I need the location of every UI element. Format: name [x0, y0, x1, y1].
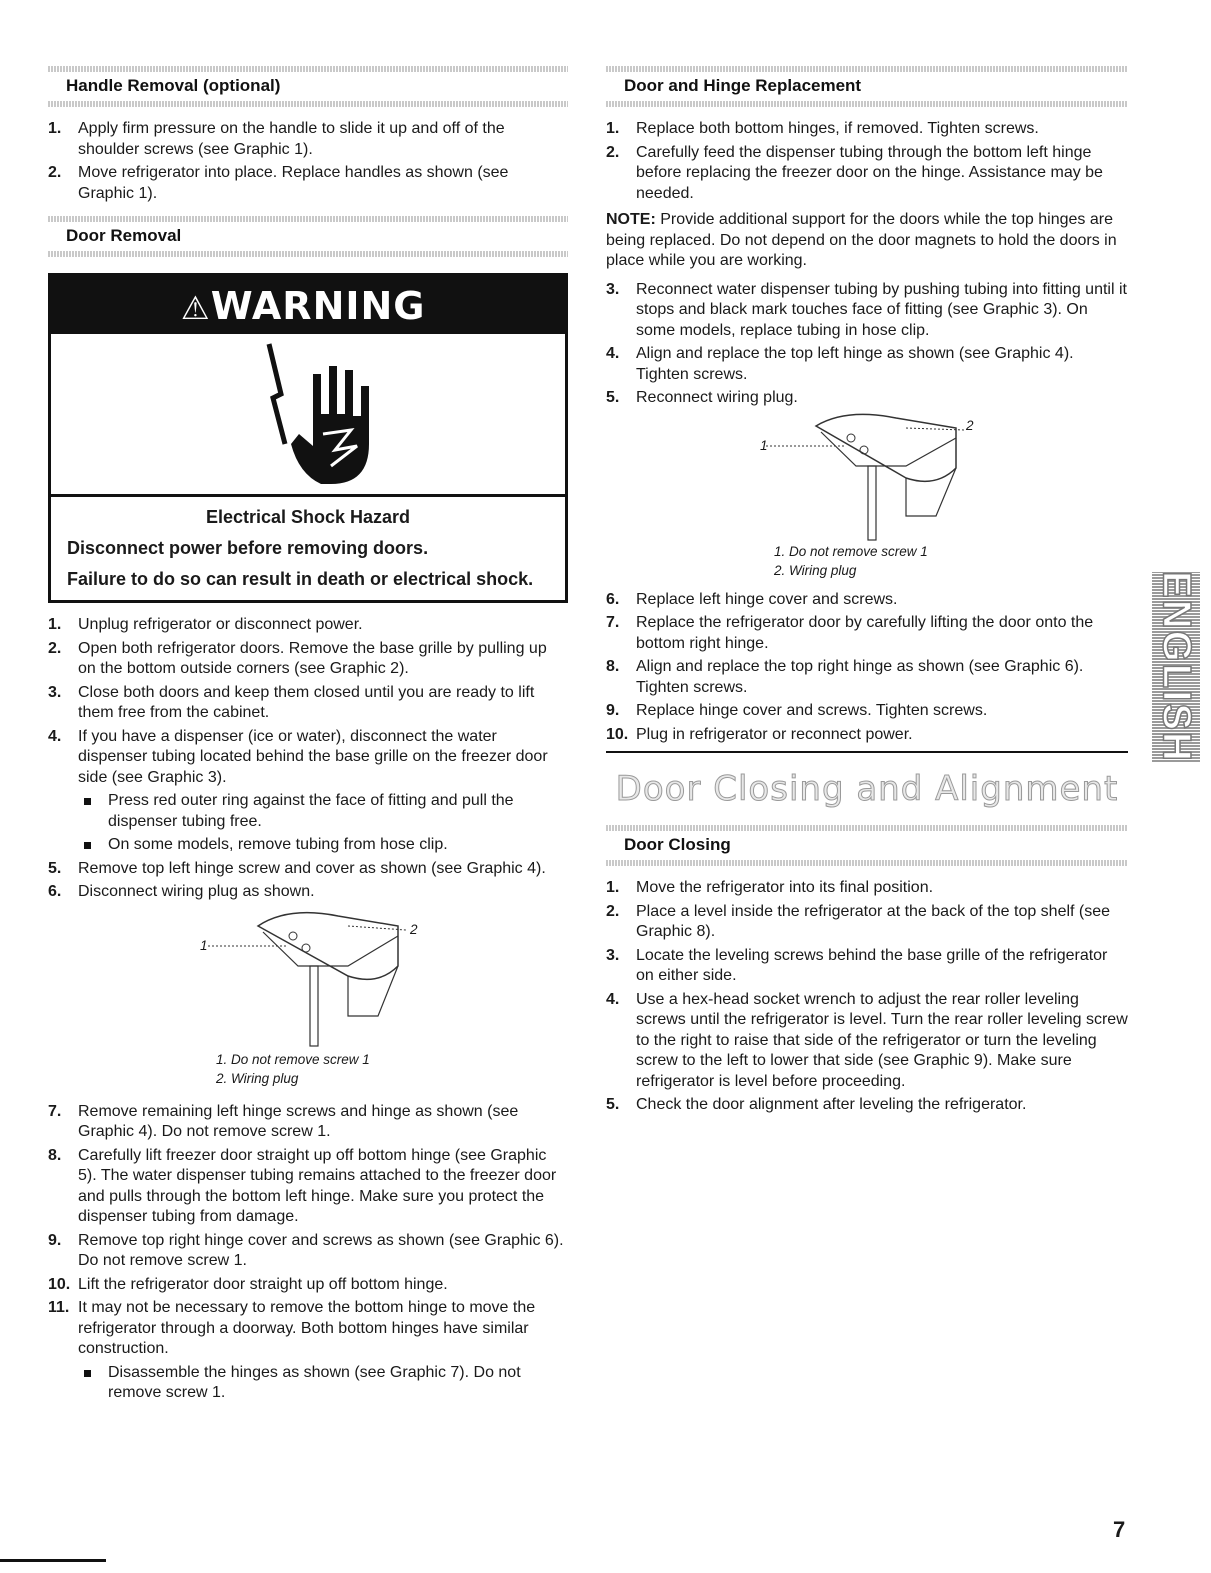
list-item: 1. Replace both bottom hinges, if removed. Tighten screws. [606, 120, 1039, 137]
list-item: 6. Disconnect wiring plug as shown. [48, 883, 315, 900]
list-item: 5. Reconnect wiring plug. [606, 389, 798, 406]
callout-1: 1 [200, 937, 208, 953]
list-item: 1. Unplug refrigerator or disconnect power. [48, 616, 363, 633]
footer-rule [0, 1559, 106, 1562]
list-item: 2. Open both refrigerator doors. Remove the base grille by pulling up on the bottom outside corners (see Graphic 2). [48, 639, 547, 677]
door-closing-title: Door Closing [624, 835, 731, 854]
section-rule [48, 251, 568, 257]
list-item: 3. Close both doors and keep them closed until you are ready to lift them free from the cabinet. [48, 683, 535, 721]
hinge-graphic [606, 412, 1128, 542]
section-rule [606, 101, 1128, 107]
hazard-title: Electrical Shock Hazard [205, 507, 411, 527]
list-item: 7. Replace the refrigerator door by carefully lifting the door onto the bottom right hinge. [606, 614, 1094, 652]
note-paragraph: NOTE: Provide additional support for the doors while the top hinges are being replaced. Do not depend on the door magnets to hold the doors in place while you are working. [606, 211, 1117, 269]
replacement-steps-c [606, 590, 1128, 746]
electric-shock-hand-icon [51, 334, 565, 497]
list-item: 4. Use a hex-head socket wrench to adjust the rear roller leveling screws until the refrigerator is level. Turn the rear roller leveling screw to the right to raise that side of the refrigerator or turn the leveling screw to the left to lower that side (see Graphic 9). Make sure refrigerator is level before proceeding. [606, 990, 1128, 1090]
section-rule [48, 216, 568, 222]
bullet-item: Disassemble the hinges as shown (see Graphic 7). Do not remove screw 1. [78, 1363, 568, 1404]
list-item: 3. Reconnect water dispenser tubing by pushing tubing into fitting until it stops and black mark touches face of fitting (see Graphic 3). On some models, replace tubing in hose clip. [606, 280, 1127, 339]
replacement-steps [606, 119, 1128, 204]
handle-steps [48, 119, 568, 204]
warning-header: ⚠WARNING [51, 276, 565, 334]
figure-caption: 1. Do not remove screw 1 2. Wiring plug [216, 1051, 370, 1086]
left-column [48, 66, 568, 1407]
list-item: 9. Remove top right hinge cover and screws as shown (see Graphic 6). Do not remove screw 1. [48, 1231, 564, 1269]
list-item: 11. It may not be necessary to remove the bottom hinge to move the refrigerator through a doorway. Both bottom hinges have similar construction. Disassemble the hinges as shown (see Graphic 7). Do not remove screw 1. [48, 1298, 568, 1404]
list-item: 10. Plug in refrigerator or reconnect power. [606, 725, 913, 743]
list-item: 3. Locate the leveling screws behind the base grille of the refrigerator on either side. [606, 946, 1108, 984]
list-item: 10. Lift the refrigerator door straight up off bottom hinge. [48, 1275, 448, 1293]
section-rule [48, 101, 568, 107]
warning-box [48, 273, 568, 603]
replacement-steps-b [606, 280, 1128, 409]
right-column [606, 66, 1128, 1119]
list-item: 5. Remove top left hinge screw and cover as shown (see Graphic 4). [48, 859, 546, 877]
list-item: 9. Replace hinge cover and screws. Tighten screws. [606, 702, 988, 719]
section-rule [48, 66, 568, 72]
bullet-item: Press red outer ring against the face of fitting and pull the dispenser tubing free. [78, 791, 568, 832]
figure-caption: 1. Do not remove screw 1 2. Wiring plug [774, 543, 928, 578]
closing-steps [606, 878, 1128, 1116]
warning-body [51, 497, 565, 600]
callout-1: 1 [760, 437, 768, 453]
alignment-heading: Door Closing and Alignment [615, 769, 1119, 809]
door-removal-steps-continued [48, 1102, 568, 1404]
section-rule [606, 825, 1128, 831]
door-removal-steps [48, 615, 568, 903]
list-item: 6. Replace left hinge cover and screws. [606, 590, 898, 608]
hinge-graphic [48, 906, 568, 1050]
list-item: 7. Remove remaining left hinge screws and hinge as shown (see Graphic 4). Do not remove screw 1. [48, 1102, 519, 1140]
list-item: 4. If you have a dispenser (ice or water), disconnect the water dispenser tubing located behind the base grille on the freezer door side (see Graphic 3). Press red outer ring against the face of fitting and pull the dispenser tubing free. On some models, remove tubing from hose clip. [48, 727, 568, 856]
list-item: 5. Check the door alignment after leveling the refrigerator. [606, 1096, 1027, 1113]
list-item: 8. Align and replace the top right hinge as shown (see Graphic 6). Tighten screws. [606, 658, 1084, 696]
warning-triangle-icon: ⚠ [181, 289, 211, 327]
list-item: 1. Apply firm pressure on the handle to slide it up and off of the shoulder screws (see Graphic 1). [48, 120, 505, 158]
page-number: 7 [1113, 1517, 1126, 1542]
list-item: 2. Place a level inside the refrigerator at the back of the top shelf (see Graphic 8). [606, 902, 1111, 940]
callout-2: 2 [410, 921, 418, 937]
list-item: 1. Move the refrigerator into its final position. [606, 879, 934, 896]
callout-2: 2 [966, 417, 974, 433]
replacement-title: Door and Hinge Replacement [624, 76, 862, 95]
list-item: 4. Align and replace the top left hinge as shown (see Graphic 4). Tighten screws. [606, 345, 1074, 383]
bullet-item: On some models, remove tubing from hose clip. [78, 835, 568, 856]
warning-line: Disconnect power before removing doors. [67, 538, 429, 558]
handle-removal-title: Handle Removal (optional) [66, 76, 281, 95]
section-rule [606, 860, 1128, 866]
door-removal-title: Door Removal [66, 226, 182, 245]
section-rule [606, 66, 1128, 72]
list-item: 2. Carefully feed the dispenser tubing through the bottom left hinge before replacing the freezer door on the hinge. Assistance may be needed. [606, 143, 1103, 202]
list-item: 8. Carefully lift freezer door straight up off bottom hinge (see Graphic 5). The water dispenser tubing remains attached to the freezer door and pulls through the bottom left hinge. Make sure you protect the dispenser tubing from damage. [48, 1146, 557, 1225]
list-item: 2. Move refrigerator into place. Replace handles as shown (see Graphic 1). [48, 164, 509, 202]
section-divider [606, 751, 1128, 753]
language-tab: ENGLISH [1152, 572, 1200, 762]
warning-line: Failure to do so can result in death or electrical shock. [67, 569, 534, 589]
